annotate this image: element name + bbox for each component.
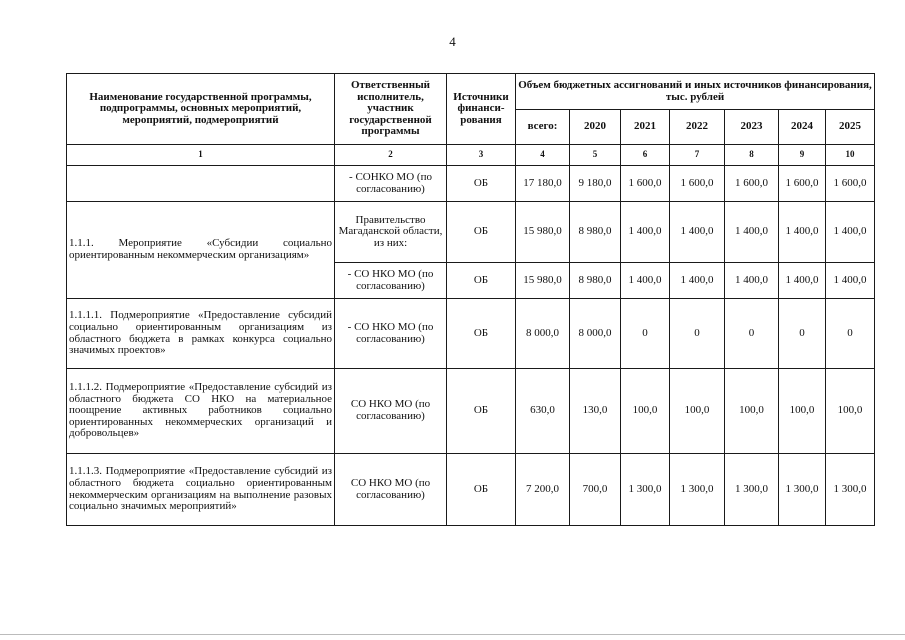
- row-value: 100,0: [779, 369, 826, 454]
- row-responsible: СО НКО МО (по согласованию): [335, 369, 447, 454]
- column-number: 9: [779, 145, 826, 166]
- row-responsible: - СОНКО МО (по согласованию): [335, 166, 447, 202]
- row-value: 7 200,0: [516, 454, 570, 526]
- column-number: 3: [447, 145, 516, 166]
- row-source: ОБ: [447, 369, 516, 454]
- header-name: Наименование государственной программы, подпрограммы, основных мероприятий, мероприятий, подмероприятий: [67, 74, 335, 145]
- header-year: 2025: [826, 110, 875, 145]
- row-value: 1 300,0: [670, 454, 725, 526]
- row-responsible: Правительство Магаданской области, из них:: [335, 202, 447, 263]
- column-number: 10: [826, 145, 875, 166]
- row-value: 0: [725, 299, 779, 369]
- row-source: ОБ: [447, 263, 516, 299]
- row-value: 9 180,0: [570, 166, 621, 202]
- row-value: 1 300,0: [725, 454, 779, 526]
- header-year: 2021: [621, 110, 670, 145]
- column-number: 5: [570, 145, 621, 166]
- row-source: ОБ: [447, 454, 516, 526]
- row-value: 0: [670, 299, 725, 369]
- row-value: 1 400,0: [725, 263, 779, 299]
- row-value: 1 600,0: [779, 166, 826, 202]
- column-number: 4: [516, 145, 570, 166]
- row-value: 17 180,0: [516, 166, 570, 202]
- row-value: 100,0: [725, 369, 779, 454]
- row-value: 8 980,0: [570, 202, 621, 263]
- header-volume: Объем бюджетных ассигнований и иных источников финансирования, тыс. рублей: [516, 74, 875, 110]
- row-value: 1 400,0: [725, 202, 779, 263]
- row-value: 1 400,0: [779, 263, 826, 299]
- row-value: 1 400,0: [670, 263, 725, 299]
- row-value: 1 600,0: [621, 166, 670, 202]
- row-value: 630,0: [516, 369, 570, 454]
- row-value: 700,0: [570, 454, 621, 526]
- row-value: 100,0: [670, 369, 725, 454]
- row-value: 1 300,0: [779, 454, 826, 526]
- row-value: 0: [779, 299, 826, 369]
- row-responsible: - СО НКО МО (по согласованию): [335, 263, 447, 299]
- row-source: ОБ: [447, 202, 516, 263]
- row-value: 1 400,0: [826, 202, 875, 263]
- row-value: 8 000,0: [570, 299, 621, 369]
- table-header: [67, 74, 875, 166]
- row-name: 1.1.1.3. Подмероприятие «Предоставление субсидий из областного бюджета социально ориентированным некоммерческим организациям на выполнение разовых социально значимых мероприятий»: [67, 454, 335, 526]
- header-source: Источники финанси-рования: [447, 74, 516, 145]
- header-total: всего:: [516, 110, 570, 145]
- row-name: 1.1.1. Мероприятие «Субсидии социально ориентированным некоммерческим организациям»: [67, 202, 335, 299]
- row-value: 1 400,0: [621, 263, 670, 299]
- row-value: 8 000,0: [516, 299, 570, 369]
- budget-table: [66, 73, 875, 526]
- table-row: [67, 454, 875, 526]
- column-number: 6: [621, 145, 670, 166]
- row-name: 1.1.1.1. Подмероприятие «Предоставление субсидий социально ориентированным организациям из областного бюджета в рамках конкурса социально значимых проектов»: [67, 299, 335, 369]
- row-value: 130,0: [570, 369, 621, 454]
- row-responsible: - СО НКО МО (по согласованию): [335, 299, 447, 369]
- header-year: 2023: [725, 110, 779, 145]
- column-number: 8: [725, 145, 779, 166]
- row-value: 0: [826, 299, 875, 369]
- row-value: 15 980,0: [516, 263, 570, 299]
- header-year: 2024: [779, 110, 826, 145]
- column-number: 2: [335, 145, 447, 166]
- column-number: 7: [670, 145, 725, 166]
- table-row: [67, 202, 875, 263]
- row-value: 100,0: [826, 369, 875, 454]
- row-source: ОБ: [447, 299, 516, 369]
- row-name: [67, 166, 335, 202]
- row-value: 1 300,0: [621, 454, 670, 526]
- row-responsible: СО НКО МО (по согласованию): [335, 454, 447, 526]
- header-responsible: Ответственный исполнитель, участник государственной программы: [335, 74, 447, 145]
- page-number: 4: [449, 34, 456, 49]
- header-year: 2022: [670, 110, 725, 145]
- row-value: 1 400,0: [670, 202, 725, 263]
- row-value: 8 980,0: [570, 263, 621, 299]
- row-value: 100,0: [621, 369, 670, 454]
- row-value: 0: [621, 299, 670, 369]
- header-year: 2020: [570, 110, 621, 145]
- row-value: 15 980,0: [516, 202, 570, 263]
- column-number: 1: [67, 145, 335, 166]
- row-value: 1 400,0: [779, 202, 826, 263]
- row-value: 1 600,0: [725, 166, 779, 202]
- table-row: [67, 299, 875, 369]
- scan-edge-line: [0, 634, 905, 635]
- row-name: 1.1.1.2. Подмероприятие «Предоставление субсидий из областного бюджета СО НКО на материальное поощрение активных работников социально ориентированных некоммерческих организаций и добровольцев»: [67, 369, 335, 454]
- table-row: [67, 166, 875, 202]
- row-value: 1 400,0: [826, 263, 875, 299]
- table-row: [67, 369, 875, 454]
- row-value: 1 600,0: [670, 166, 725, 202]
- row-value: 1 300,0: [826, 454, 875, 526]
- row-source: ОБ: [447, 166, 516, 202]
- row-value: 1 400,0: [621, 202, 670, 263]
- table-body: [67, 166, 875, 526]
- row-value: 1 600,0: [826, 166, 875, 202]
